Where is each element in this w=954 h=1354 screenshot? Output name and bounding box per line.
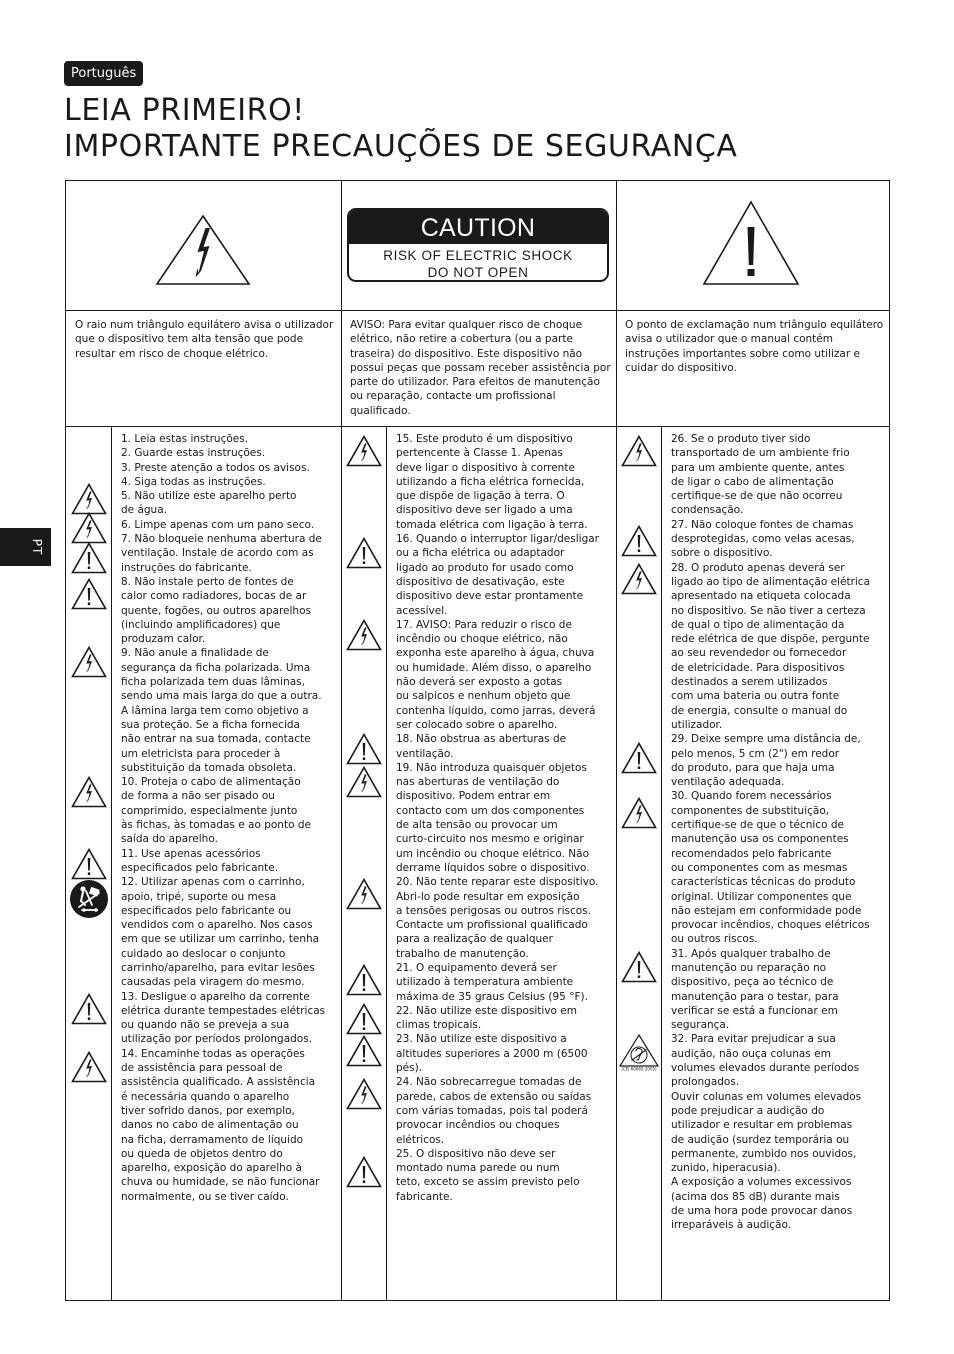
instruction-line: calor como radiadores, bocas de ar [121,590,307,603]
instruction-line: de forma a não ser pisado ou [121,790,275,803]
instruction-line: com uma bateria ou outra fonte [671,690,840,703]
instruction-line: 11. Use apenas acessórios [121,847,261,860]
instruction-line: acessível. [396,604,448,617]
instruction-line: que dispõe de ligação à terra. O [396,490,565,503]
instruction-line: é necessária quando o aparelho [121,1090,290,1103]
instruction-line: trabalho de manutenção. [396,947,529,960]
instruction-line: elétricos. [396,1133,445,1146]
instruction-line: saída do aparelho. [121,833,218,846]
instruction-line: de uma hora pode provocar danos [671,1205,853,1218]
instruction-line: (incluindo amplificadores) que [121,618,281,631]
instruction-line: transportado de um ambiente frio [671,447,850,460]
instruction-line: 10. Proteja o cabo de alimentação [121,776,301,789]
instruction-line: sobre o dispositivo. [671,547,773,560]
instruction-line: ao seu revendedor ou fornecedor [671,647,847,660]
instruction-line: pelo menos, 5 cm (2") em redor [671,747,840,760]
caution-label [347,208,609,282]
exclamation-warning-icon [71,848,107,880]
instruction-line: no dispositivo. Se não tiver a certeza [671,604,866,617]
instruction-line: causadas pela viragem do mesmo. [121,976,305,989]
instruction-line: 29. Deixe sempre uma distância de, [671,733,861,746]
instruction-line: manutenção ou reparação no [671,961,827,974]
row-divider [66,426,889,427]
instruction-line: irreparáveis à audição. [671,1219,792,1232]
instruction-line: nas aberturas de ventilação do [396,776,560,789]
instruction-line: quente, fogões, ou outros aparelhos [121,604,311,617]
instruction-line: chuva ou humidade, se não funcionar [121,1176,320,1189]
instruction-line: zunido, hiperacusia). [671,1162,781,1175]
lightning-symbol-description: O raio num triângulo equilátero avisa o utilizador que o dispositivo tem alta tensão que pode resultar em risco de choque elétrico. [75,319,334,360]
instruction-line: 25. O dispositivo não deve ser [396,1147,556,1160]
instruction-line: ventilação. Instale de acordo com as [121,547,314,560]
instruction-line: ventilação. [396,747,454,760]
instruction-line: contenha líquido, como jarras, deverá [396,704,596,717]
instruction-line: 1. Leia estas instruções. [121,433,249,445]
instruction-line: tomada elétrica com ligação à terra. [396,518,588,531]
exclamation-warning-icon [346,1156,382,1188]
instruction-line: permanente, zumbido nos ouvidos, [671,1147,857,1160]
instruction-line: um incêndio ou choque elétrico. Não [396,847,589,860]
instruction-line: utilizado à temperatura ambiente [396,976,574,989]
instruction-line: danos no cabo de alimentação ou [121,1119,299,1132]
instruction-line: deve ligar o dispositivo à corrente [396,461,575,474]
instruction-line: segurança. [671,1019,730,1032]
hearing-symbol-caption: (CEI 60065-2005) [621,1066,657,1071]
instruction-line: 3. Preste atenção a todos os avisos. [121,461,310,474]
instruction-line: 13. Desligue o aparelho da corrente [121,990,310,1003]
instruction-line: em que se utilizar um carrinho, tenha [121,933,320,946]
instruction-line: ligado ao produto for usado como [396,561,574,574]
instruction-line: ou outros riscos. [671,933,758,946]
instruction-line: 17. AVISO: Para reduzir o risco de [396,618,572,631]
instruction-line: sua proteção. Se a ficha fornecida [121,718,300,731]
instruction-line: um eletricista para proceder à [121,747,281,760]
instruction-line: desprotegidas, como velas acesas, [671,533,855,546]
instruction-line: 14. Encaminhe todas as operações [121,1047,305,1060]
exclamation-warning-icon [621,951,657,983]
lightning-warning-icon [621,563,657,595]
instruction-line: máxima de 35 graus Celsius (95 °F). [396,990,588,1003]
instruction-line: 26. Se o produto tiver sido [671,433,811,445]
instruction-line: segurança da ficha polarizada. Uma [121,661,311,674]
exclamation-warning-icon [621,525,657,557]
lightning-warning-icon [71,776,107,808]
instruction-line: de eletricidade. Para dispositivos [671,661,845,674]
instructions-column-2 [396,432,618,1204]
instructions-column-3 [671,432,893,1233]
instruction-line: a tensões perigosas ou outros riscos. [396,904,591,917]
lightning-warning-icon [71,1051,107,1083]
instruction-line: às fichas, às tomadas e ao ponto de [121,819,311,832]
exclamation-warning-icon [71,542,107,574]
instruction-line: 16. Quando o interruptor ligar/desligar [396,533,599,546]
exclamation-warning-icon [71,578,107,610]
instruction-line: ficha polarizada tem duas lâminas, [121,676,305,689]
instruction-line: certifique-se de que não ocorreu [671,490,843,503]
lightning-warning-icon [346,619,382,651]
instruction-line: sendo uma mais larga do que a outra. [121,690,322,703]
instruction-line: dispositivo, peça ao técnico de [671,976,834,989]
instruction-line: assistência qualificado. A assistência [121,1076,316,1089]
instruction-line: teto, exceto se assim previsto pelo [396,1176,580,1189]
lightning-warning-icon [71,483,107,515]
language-side-tab-label: PT [30,538,44,556]
instruction-line: elétrica durante tempestades elétricas [121,1004,326,1017]
instruction-line: dispositivo deve ser ligado a uma [396,504,573,517]
instructions-column-1 [121,432,343,1204]
page-title [64,93,738,165]
page-title-line-2: IMPORTANTE PRECAUÇÕES DE SEGURANÇA [64,129,738,164]
instruction-line: pode prejudicar a audição do [671,1104,825,1117]
lightning-warning-icon [71,646,107,678]
instruction-line: utilizador e resultar em problemas [671,1119,853,1132]
hearing-damage-warning-icon [618,1033,660,1071]
instruction-line: condensação. [671,504,744,517]
instruction-line: de água. [121,504,167,517]
instruction-line: cuidado ao deslocar o conjunto [121,947,286,960]
instruction-line: provocar incêndios ou choques [396,1119,560,1132]
instruction-line: provocar incêndios, choques elétricos [671,919,870,932]
lightning-warning-icon [621,435,657,467]
instruction-line: 4. Siga todas as instruções. [121,475,266,488]
instruction-line: ou componentes com as mesmas [671,861,848,874]
instruction-line: manutenção para o testar, para [671,990,839,1003]
caution-line-2: DO NOT OPEN [427,265,529,280]
instruction-line: incêndio ou choque elétrico, não [396,633,568,646]
instruction-line: de audição (surdez temporária ou [671,1133,850,1146]
lightning-warning-icon [346,878,382,910]
exclamation-warning-icon [346,733,382,765]
exclamation-warning-icon [346,964,382,996]
instruction-line: destinados a serem utilizados [671,676,828,689]
instruction-line: 28. O produto apenas deverá ser [671,561,845,574]
instruction-line: prolongados. [671,1076,740,1089]
caution-line-1: RISK OF ELECTRIC SHOCK [383,248,573,263]
instruction-line: do produto, para que haja uma [671,761,835,774]
instruction-line: 5. Não utilize este aparelho perto [121,490,297,503]
instruction-line: instruções do fabricante. [121,561,252,574]
exclamation-warning-icon [701,199,801,287]
lightning-warning-icon [71,512,107,544]
instruction-line: comprimido, especialmente junto [121,804,298,817]
lightning-warning-icon [346,435,382,467]
instruction-line: Ouvir colunas em volumes elevados [671,1090,862,1103]
instruction-line: verificar se está a funcionar em [671,1004,838,1017]
instruction-line: aparelho, exposição do aparelho à [121,1162,302,1175]
instruction-line: de energia, consulte o manual do [671,704,848,717]
instruction-line: audição, não ouça colunas em [671,1047,831,1060]
icon-column-divider [386,426,387,1300]
exclamation-warning-icon [346,1003,382,1035]
instruction-line: substituição da tomada obsoleta. [121,761,297,774]
instruction-line: 7. Não bloqueie nenhuma abertura de [121,533,322,546]
instruction-line: tiver sofrido danos, por exemplo, [121,1104,295,1117]
instruction-line: vendidos com o aparelho. Nos casos [121,919,313,932]
instruction-line: altitudes superiores a 2000 m (6500 [396,1047,588,1060]
instruction-line: ventilação adequada. [671,776,785,789]
instruction-line: 20. Não tente reparar este dispositivo. [396,876,599,889]
instruction-line: 24. Não sobrecarregue tomadas de [396,1076,582,1089]
instruction-line: normalmente, ou se tiver caído. [121,1190,289,1203]
exclamation-symbol-description: O ponto de exclamação num triângulo equilátero avisa o utilizador que o manual contém instruções importantes sobre como utilizar e cuidar do dispositivo. [625,319,884,374]
instruction-line: contacto com um dos componentes [396,804,585,817]
instruction-line: utilização por períodos prolongados. [121,1033,313,1046]
instruction-line: ou humidade. Além disso, o aparelho [396,661,592,674]
instruction-line: de qual o tipo de alimentação da [671,618,845,631]
lightning-warning-icon [346,766,382,798]
instruction-line: 8. Não instale perto de fontes de [121,575,294,588]
instruction-line: 30. Quando forem necessários [671,790,832,803]
instruction-line: parede, cabos de extensão ou saídas [396,1090,592,1103]
cart-tip-over-warning-icon [69,879,109,919]
instruction-line: ou salpicos e nenhum objeto que [396,690,571,703]
instruction-line: Contacte um profissional qualificado [396,919,588,932]
instruction-line: ou queda de objetos dentro do [121,1147,283,1160]
instruction-line: climas tropicais. [396,1019,482,1032]
icon-column-divider [661,426,662,1300]
instruction-line: características técnicas do produto [671,876,856,889]
instruction-line: curto-circuito nos mesmo e originar [396,833,584,846]
instruction-line: dispositivo. Podem entrar em [396,790,551,803]
lightning-warning-icon [154,213,252,287]
instruction-line: original. Utilizar componentes que [671,890,852,903]
instruction-line: 2. Guarde estas instruções. [121,447,266,460]
instruction-line: de alta tensão ou provocar um [396,819,558,832]
language-side-tab [0,528,51,566]
instruction-line: Abri-lo pode resultar em exposição [396,890,580,903]
instruction-line: 12. Utilizar apenas com o carrinho, [121,876,305,889]
instruction-line: ou a ficha elétrica ou adaptador [396,547,565,560]
instruction-line: para a realização de qualquer [396,933,553,946]
language-badge [64,61,143,86]
instruction-line: 31. Após qualquer trabalho de [671,947,831,960]
safety-table [65,180,890,1301]
instruction-line: para um ambiente quente, antes [671,461,845,474]
exclamation-warning-icon [346,537,382,569]
exclamation-warning-icon [71,993,107,1025]
caution-title: CAUTION [349,210,607,244]
instruction-line: exponha este aparelho à água, chuva [396,647,595,660]
instruction-line: na ficha, derramamento de líquido [121,1133,304,1146]
instruction-line: com várias tomadas, pois tal poderá [396,1104,588,1117]
exclamation-warning-icon [621,742,657,774]
instruction-line: componentes de substituição, [671,804,830,817]
instruction-line: apresentado na etiqueta colocada [671,590,851,603]
instruction-line: 9. Não anule a finalidade de [121,647,269,660]
instruction-line: utilizando a ficha elétrica fornecida, [396,475,585,488]
icon-column-divider [111,426,112,1300]
instruction-line: dispositivo de desativação, este [396,575,565,588]
instruction-line: pés). [396,1062,423,1075]
row-divider [66,310,889,311]
instruction-line: ligado ao tipo de alimentação elétrica [671,575,871,588]
instruction-line: certifique-se de que o técnico de [671,819,844,832]
instruction-line: 19. Não introduza quaisquer objetos [396,761,587,774]
instruction-line: apoio, tripé, suporte ou mesa [121,890,277,903]
instruction-line: dispositivo deve estar prontamente [396,590,584,603]
instruction-line: especificados pelo fabricante ou [121,904,292,917]
instruction-line: ser colocado sobre o aparelho. [396,718,558,731]
caution-text [349,244,607,281]
instruction-line: de assistência para pessoal de [121,1062,283,1075]
instruction-line: A exposição a volumes excessivos [671,1176,852,1189]
instruction-line: não entrar na sua tomada, contacte [121,733,311,746]
instruction-line: produzam calor. [121,633,206,646]
instruction-line: 27. Não coloque fontes de chamas [671,518,854,531]
instruction-line: rede elétrica de que dispõe, pergunte [671,633,870,646]
instruction-line: (acima dos 85 dB) durante mais [671,1190,840,1203]
exclamation-warning-icon [346,1035,382,1067]
instruction-line: volumes elevados durante períodos [671,1062,860,1075]
instruction-line: especificados pelo fabricante. [121,861,279,874]
instruction-line: 22. Não utilize este dispositivo em [396,1004,577,1017]
instruction-line: manutenção usa os componentes [671,833,849,846]
instruction-line: A lâmina larga tem como objetivo a [121,704,309,717]
instruction-line: 15. Este produto é um dispositivo [396,433,573,445]
instruction-line: ou quando não se preveja a sua [121,1019,290,1032]
instruction-line: de ligar o cabo de alimentação [671,475,834,488]
instruction-line: 18. Não obstrua as aberturas de [396,733,567,746]
instruction-line: derrame líquidos sobre o dispositivo. [396,861,590,874]
page-title-line-1: LEIA PRIMEIRO! [64,93,305,128]
instruction-line: utilizador. [671,718,723,731]
instruction-line: 21. O equipamento deverá ser [396,961,557,974]
instruction-line: pertencente à Classe 1. Apenas [396,447,563,460]
lightning-warning-icon [346,1078,382,1110]
instruction-line: recomendados pelo fabricante [671,847,832,860]
instruction-line: 23. Não utilize este dispositivo a [396,1033,567,1046]
language-badge-label: Português [71,66,137,81]
caution-label-description: AVISO: Para evitar qualquer risco de choque elétrico, não retire a cobertura (ou a parte traseira) do dispositivo. Este dispositivo não possui peças que possam receber assistência por parte do utilizador. Para efeitos de manutenção ou reparação, contacte um profissional qualificado. [350,319,611,417]
instruction-line: não estejam em conformidade pode [671,904,862,917]
instruction-line: 32. Para evitar prejudicar a sua [671,1033,836,1046]
lightning-warning-icon [621,797,657,829]
instruction-line: 6. Limpe apenas com um pano seco. [121,518,315,531]
instruction-line: montado numa parede ou num [396,1162,560,1175]
instruction-line: fabricante. [396,1190,453,1203]
instruction-line: carrinho/aparelho, para evitar lesões [121,961,315,974]
instruction-line: não deverá ser exposto a gotas [396,676,563,689]
